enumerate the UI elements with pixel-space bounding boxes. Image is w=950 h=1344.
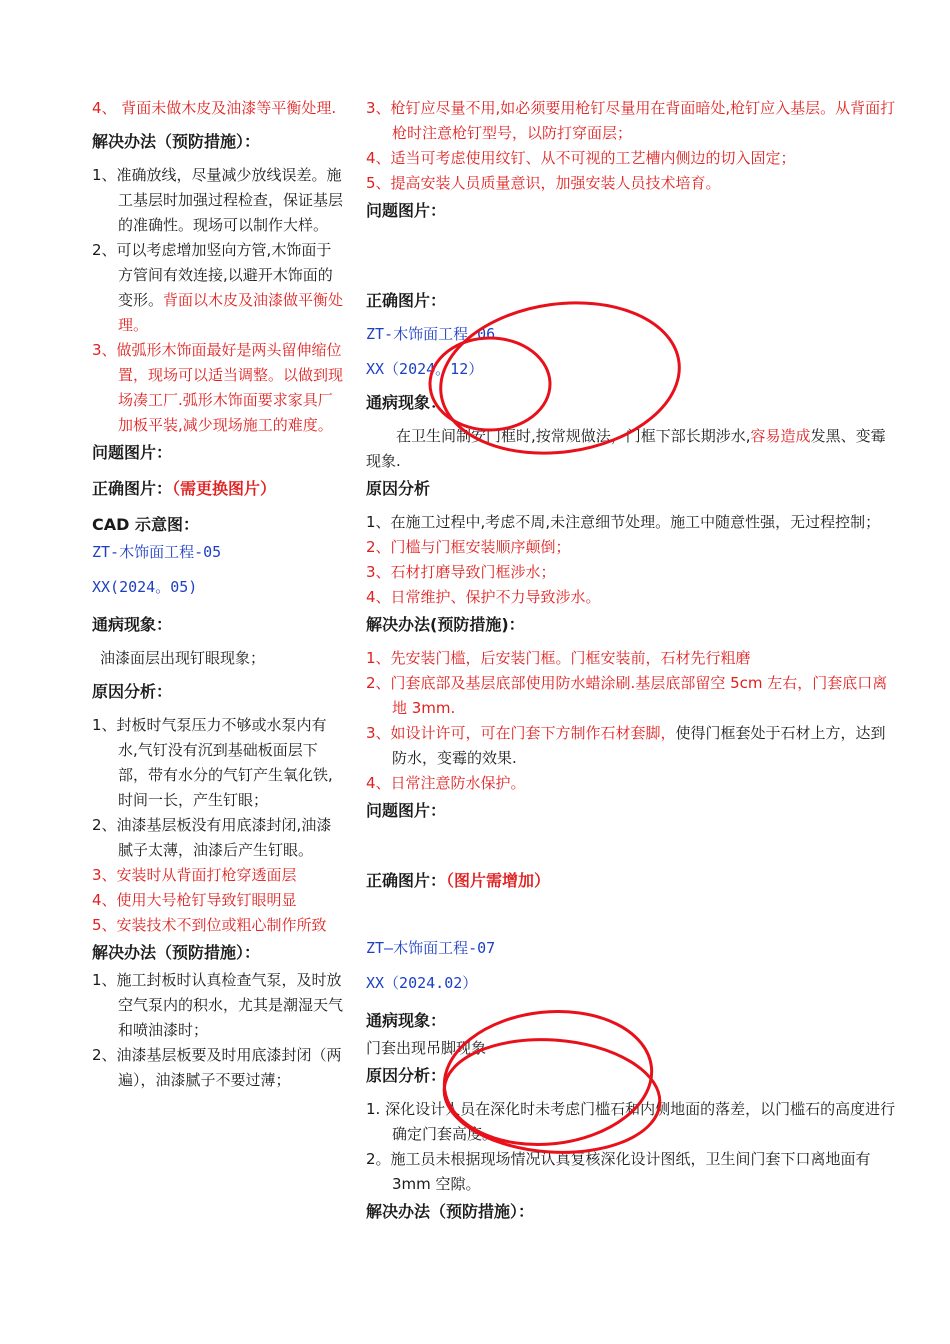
- cause-item-1: 1、在施工过程中,考虑不周,未注意细节处理。施工中随意性强，无过程控制；: [366, 513, 881, 531]
- circle-mark-4: [440, 1033, 663, 1160]
- problem-picture-label-2: 问题图片：: [366, 801, 447, 820]
- correct-picture-text: 正确图片：: [92, 479, 173, 498]
- solution-item-4: 4、日常注意防水保护。: [366, 774, 526, 792]
- item-code: ZT-木饰面工程-05: [92, 543, 222, 561]
- solution2-heading: 解决办法（预防措施）：: [92, 943, 261, 962]
- item-date: XX(2024。05): [92, 578, 198, 596]
- cause2-item-1: 1. 深化设计人员在深化时未考虑门槛石和内侧地面的落差，以门槛石的高度进行确定门套高度。: [366, 1100, 896, 1143]
- cause-item-3: 3、安装时从背面打枪穿透面层: [92, 866, 297, 884]
- defect-heading-2: 通病现象：: [366, 1011, 447, 1030]
- solution-heading-2: 解决办法（预防措施）：: [366, 1202, 535, 1221]
- solution-heading: 解决办法(预防措施)：: [366, 615, 525, 634]
- item-4: 4、 背面未做木皮及油漆等平衡处理.: [92, 99, 337, 117]
- correct-picture-note-2: （图片需增加）: [446, 871, 551, 890]
- cause-item-1: 1、封板时气泵压力不够或水泵内有水,气钉没有沉到基础板面层下部，带有水分的气钉产生氧化铁,时间一长，产生钉眼；: [92, 716, 333, 809]
- cause-heading-2: 原因分析：: [366, 1066, 447, 1085]
- cause-item-3: 3、石材打磨导致门框涉水；: [366, 563, 556, 581]
- defect-text-2: 门套出现吊脚现象: [366, 1039, 487, 1057]
- solution-item-2-red: 背面以木皮及油漆做平衡处理。: [118, 291, 344, 334]
- defect-heading: 通病现象：: [92, 615, 173, 634]
- item-date-06: XX（2024。12）: [366, 360, 484, 378]
- solution-item-2: 2、门套底部及基层底部使用防水蜡涂刷.基层底部留空 5cm 左右，门套底口离地 3mm.: [366, 674, 888, 717]
- solution-heading: 解决办法（预防措施）：: [92, 132, 261, 151]
- defect-text-red: 容易造成: [750, 427, 811, 445]
- cause2-item-2: 2。施工员未根据现场情况认真复核深化设计图纸，卫生间门套下口离地面有 3mm 空隙。: [366, 1150, 871, 1193]
- problem-picture-label: 问题图片：: [92, 443, 173, 462]
- defect-heading: 通病现象：: [366, 393, 447, 412]
- correct-picture-label: 正确图片：: [366, 291, 447, 310]
- solution-item-1: 1、先安装门槛，后安装门框。门框安装前，石材先行粗磨: [366, 649, 751, 667]
- circle-mark-3: [438, 1001, 659, 1154]
- cause-item-5: 5、安装技术不到位或粗心制作所致: [92, 916, 327, 934]
- problem-picture-label: 问题图片：: [366, 201, 447, 220]
- cause-item-2: 2、油漆基层板没有用底漆封闭,油漆腻子太薄，油漆后产生钉眼。: [92, 816, 332, 859]
- defect-text-b: 发黑、变霉现象.: [366, 427, 886, 470]
- item-code-06: ZT-木饰面工程-06: [366, 325, 496, 343]
- solution-item-3-red: 3、如设计许可，可在门套下方制作石材套脚，: [366, 724, 676, 742]
- solution-item-3-text: 使得门框套处于石材上方，达到防水，变霉的效果.: [392, 724, 886, 767]
- cause-heading: 原因分析: [366, 479, 431, 498]
- correct-picture-text-2: 正确图片：: [366, 871, 447, 890]
- item-4: 4、适当可考虑使用纹钉、从不可视的工艺槽内侧边的切入固定；: [366, 149, 796, 167]
- defect-text: 油漆面层出现钉眼现象；: [100, 649, 266, 667]
- item-code-07: ZT—木饰面工程-07: [366, 939, 496, 957]
- cause-item-2: 2、门槛与门框安装顺序颠倒；: [366, 538, 571, 556]
- defect-text-a: 在卫生间制安门框时,按常规做法，门框下部长期涉水,: [396, 427, 751, 445]
- cause-item-4: 4、使用大号枪钉导致钉眼明显: [92, 891, 297, 909]
- cause-heading: 原因分析：: [92, 682, 173, 701]
- cad-label: CAD 示意图：: [92, 515, 199, 534]
- cause-item-4: 4、日常维护、保护不力导致涉水。: [366, 588, 601, 606]
- correct-picture-note: （需更换图片）: [172, 479, 277, 498]
- solution2-item-1: 1、施工封板时认真检查气泵，及时放空气泵内的积水，尤其是潮湿天气和喷油漆时；: [92, 971, 344, 1039]
- item-date-07: XX（2024.02）: [366, 974, 478, 992]
- circle-mark-1: [431, 288, 689, 468]
- solution-item-1: 1、准确放线，尽量减少放线误差。施工基层时加强过程检查，保证基层的准确性。现场可以制作大样。: [92, 166, 344, 234]
- solution-item-2-text: 2、可以考虑增加竖向方管,木饰面于方管间有效连接,以避开木饰面的变形。: [92, 241, 333, 309]
- item-5: 5、提高安装人员质量意识，加强安装人员技术培育。: [366, 174, 721, 192]
- solution-item-3: 3、做弧形木饰面最好是两头留伸缩位置，现场可以适当调整。以做到现场凑工厂.弧形木饰面要求家具厂加板平装,减少现场施工的难度。: [92, 341, 344, 434]
- solution2-item-2: 2、油漆基层板要及时用底漆封闭（两遍），油漆腻子不要过薄；: [92, 1046, 342, 1089]
- item-3: 3、枪钉应尽量不用,如必须要用枪钉尽量用在背面暗处,枪钉应入基层。从背面打枪时注意枪钉型号，以防打穿面层；: [366, 99, 896, 142]
- circle-mark-2: [430, 338, 550, 430]
